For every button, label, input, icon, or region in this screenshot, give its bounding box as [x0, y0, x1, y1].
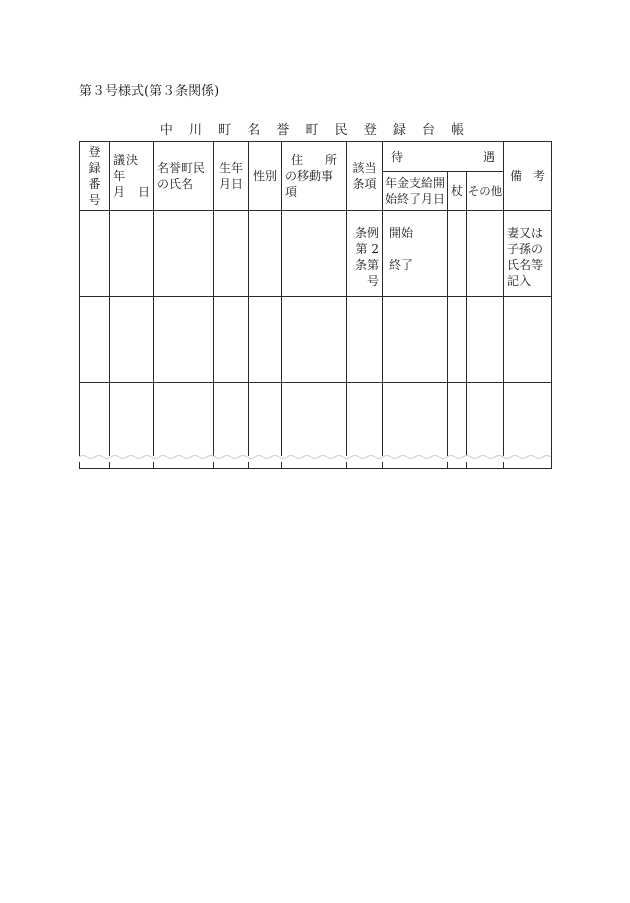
cell-address: [282, 211, 347, 297]
register-row-2: [80, 297, 552, 383]
cell-empty: [249, 297, 282, 383]
cell-registration-no: [80, 211, 110, 297]
cell-empty: [282, 297, 347, 383]
cell-cane: [448, 211, 467, 297]
header-registration-no-line-1: 登録: [88, 145, 101, 175]
header-cane-text: 杖: [450, 184, 463, 199]
cell-empty: [80, 297, 110, 383]
cell-gender: [249, 211, 282, 297]
header-remarks: [504, 142, 552, 211]
header-applicable-clause: [347, 142, 383, 211]
cell-empty: [383, 297, 448, 383]
cell-empty: [154, 297, 214, 383]
header-address-line-1: 住 所: [291, 153, 337, 167]
header-other: [467, 172, 504, 211]
cell-empty: [214, 297, 249, 383]
cell-empty: [448, 297, 467, 383]
header-honorary-name: [154, 142, 214, 211]
header-pension: [383, 172, 448, 211]
cell-other: [467, 211, 504, 297]
header-applicable-clause-line-2: 条項: [352, 177, 377, 191]
header-pension-line-2: 始終了月日: [385, 192, 446, 207]
header-birth-date-line-2: 月日: [218, 177, 243, 191]
header-resolution-date: [110, 142, 154, 211]
register-table: [79, 141, 552, 469]
header-treatment: [383, 142, 504, 172]
cell-empty: [110, 297, 154, 383]
header-treatment-text: 待 遇: [391, 149, 496, 164]
header-address: [282, 142, 347, 211]
cell-clause: [347, 211, 383, 297]
header-honorary-name-line-2: の氏名: [157, 177, 194, 191]
torn-edge: [79, 452, 551, 462]
header-address-line-2: の移動事項: [285, 169, 334, 199]
header-gender-text: 性別: [252, 169, 277, 183]
cell-remarks: [504, 211, 552, 297]
header-honorary-name-line-1: 名誉町民: [157, 161, 206, 175]
cell-empty: [504, 297, 552, 383]
cell-empty: [467, 297, 504, 383]
pension-start-text: 開始: [389, 226, 414, 240]
header-applicable-clause-line-1: 該当: [352, 161, 377, 175]
header-gender: [249, 142, 282, 211]
header-other-text: その他: [467, 184, 503, 199]
header-birth-date: [214, 142, 249, 211]
cell-honorary-name: [154, 211, 214, 297]
header-birth-date-line-1: 生年: [218, 161, 243, 175]
header-pension-line-1: 年金支給開: [385, 176, 446, 191]
header-cane: [448, 172, 467, 211]
cell-resolution-date: [110, 211, 154, 297]
cell-pension: [383, 211, 448, 297]
cell-empty: [347, 297, 383, 383]
header-registration-no: [80, 142, 110, 211]
pension-end-text: 終了: [389, 258, 414, 272]
register-row-1: [80, 211, 552, 297]
form-number-label: 第３号様式(第３条関係): [79, 84, 220, 99]
header-remarks-text: 備 考: [510, 169, 546, 183]
header-resolution-date-line-2: 月 日: [113, 185, 150, 199]
register-sheet: [79, 141, 551, 459]
header-registration-no-line-2: 番号: [88, 177, 101, 207]
remarks-text: 妻又は 子孫の 氏名等 記入: [507, 226, 544, 288]
cell-birth-date: [214, 211, 249, 297]
clause-text: 条例 第 2 条第 号: [354, 226, 379, 288]
document-title: 中 川 町 名 誉 町 民 登 録 台 帳: [159, 123, 471, 138]
header-resolution-date-line-1: 議決年: [113, 153, 140, 183]
